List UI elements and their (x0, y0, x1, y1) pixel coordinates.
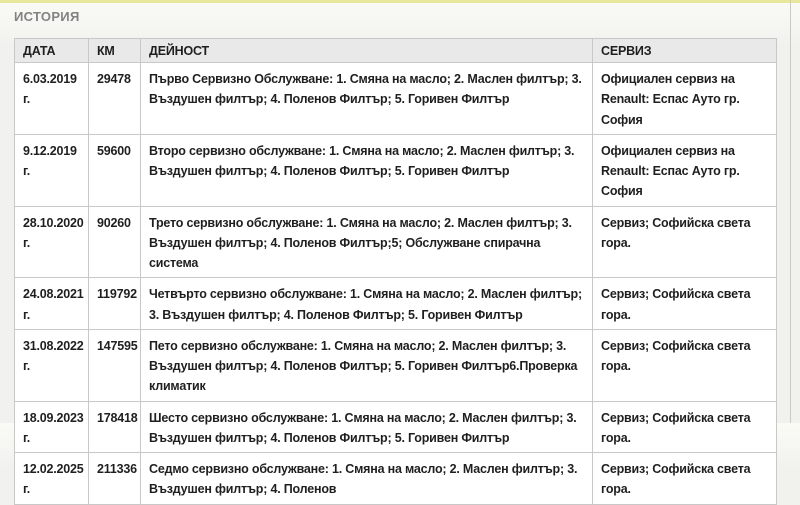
service-cell: Официален сервиз на Renault: Еспас Ауто гр. София (593, 63, 777, 135)
column-header-km: КМ (89, 39, 141, 63)
history-table-header (15, 39, 777, 63)
activity-cell: Първо Сервизно Обслужване: 1. Смяна на масло; 2. Маслен филтър; 3. Въздушен филтър; 4. Поленов Филтър; 5. Горивен Филтър (141, 63, 593, 135)
service-cell: Сервиз; Софийска света гора. (593, 401, 777, 453)
column-header-date: ДАТА (15, 39, 89, 63)
service-cell: Сервиз; Софийска света гора. (593, 329, 777, 401)
km-cell: 29478 (89, 63, 141, 135)
activity-cell: Пето сервизно обслужване: 1. Смяна на масло; 2. Маслен филтър; 3. Въздушен филтър; 4. Поленов Филтър; 5. Горивен Филтър6.Проверка климатик (141, 329, 593, 401)
km-cell: 119792 (89, 278, 141, 330)
date-cell: 9.12.2019 г. (15, 134, 89, 206)
activity-cell: Второ сервизно обслужване: 1. Смяна на масло; 2. Маслен филтър; 3. Въздушен филтър; 4. Поленов Филтър; 5. Горивен Филтър (141, 134, 593, 206)
date-cell: 28.10.2020 г. (15, 206, 89, 278)
header-row (15, 39, 777, 63)
activity-cell: Трето сервизно обслужване: 1. Смяна на масло; 2. Маслен филтър; 3. Въздушен филтър; 4. Поленов Филтър;5; Обслужване спирачна система (141, 206, 593, 278)
history-table-body (15, 63, 777, 505)
history-table (14, 38, 777, 505)
km-cell: 178418 (89, 401, 141, 453)
service-cell: Сервиз; Софийска света гора. (593, 453, 777, 505)
km-cell: 147595 (89, 329, 141, 401)
date-cell: 31.08.2022 г. (15, 329, 89, 401)
activity-cell: Шесто сервизно обслужване: 1. Смяна на масло; 2. Маслен филтър; 3. Въздушен филтър; 4. Поленов Филтър; 5. Горивен Филтър (141, 401, 593, 453)
column-header-service: СЕРВИЗ (593, 39, 777, 63)
activity-cell: Четвърто сервизно обслужване: 1. Смяна на масло; 2. Маслен филтър; 3. Въздушен филтър; 4. Поленов Филтър; 5. Горивен Филтър (141, 278, 593, 330)
table-row (15, 134, 777, 206)
km-cell: 59600 (89, 134, 141, 206)
service-cell: Сервиз; Софийска света гора. (593, 278, 777, 330)
date-cell: 24.08.2021 г. (15, 278, 89, 330)
service-cell: Сервиз; Софийска света гора. (593, 206, 777, 278)
table-row (15, 401, 777, 453)
date-cell: 6.03.2019 г. (15, 63, 89, 135)
content-right-border (790, 0, 791, 423)
table-row (15, 453, 777, 505)
table-row (15, 329, 777, 401)
service-cell: Официален сервиз на Renault: Еспас Ауто гр. София (593, 134, 777, 206)
table-row (15, 278, 777, 330)
top-accent-strip (0, 0, 800, 3)
km-cell: 90260 (89, 206, 141, 278)
activity-cell: Седмо сервизно обслужване: 1. Смяна на масло; 2. Маслен филтър; 3. Въздушен филтър; 4. Поленов (141, 453, 593, 505)
km-cell: 211336 (89, 453, 141, 505)
date-cell: 18.09.2023 г. (15, 401, 89, 453)
table-row (15, 206, 777, 278)
table-row (15, 63, 777, 135)
section-title-history: ИСТОРИЯ (14, 9, 80, 24)
column-header-activity: ДЕЙНОСТ (141, 39, 593, 63)
date-cell: 12.02.2025 г. (15, 453, 89, 505)
